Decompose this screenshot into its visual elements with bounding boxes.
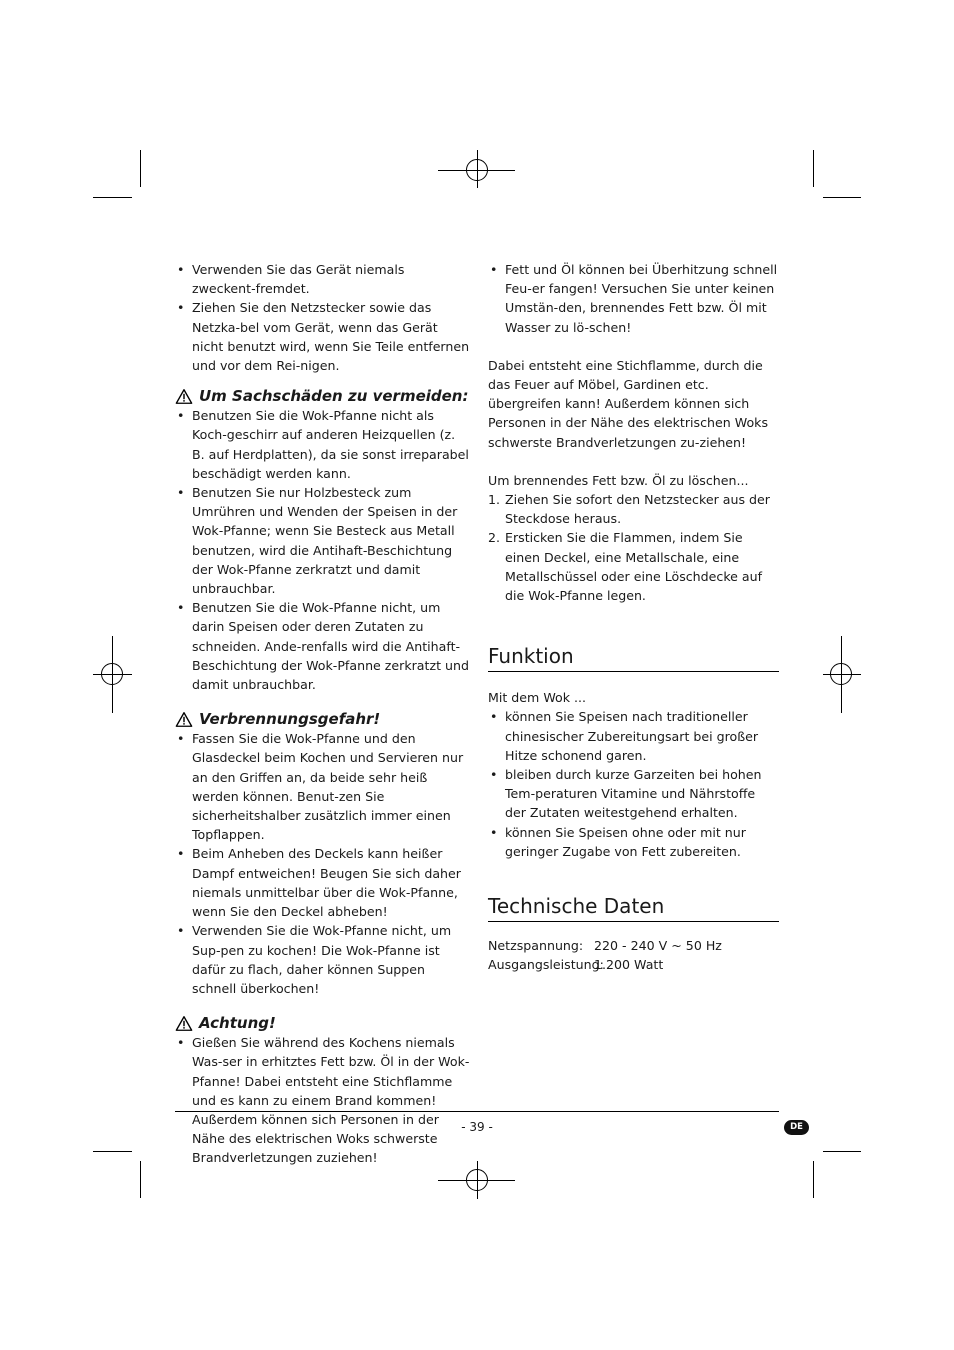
extinguish-intro: Um brennendes Fett bzw. Öl zu löschen...: [488, 472, 749, 488]
section-heading: [175, 386, 471, 406]
registration-circle: [101, 663, 123, 685]
list-item: • Gießen Sie während des Kochens niemals Was-ser in erhitztes Fett bzw. Öl in der Wok-Pfanne! Dabei entsteht eine Stichflamme und es kann zu einem Brand kommen! Außerdem können sich Personen in der Nähe des elektrischen Woks schwerste Brandverletzungen zuziehen!: [175, 1033, 471, 1167]
funktion-heading: Funktion: [488, 644, 779, 672]
section-bullet-list: [175, 1033, 471, 1167]
section-heading: [175, 1013, 471, 1033]
warning-icon: [175, 388, 193, 405]
right-column: [488, 260, 779, 974]
technische-daten-heading: Technische Daten: [488, 894, 779, 922]
section-title: Verbrennungsgefahr!: [199, 710, 381, 729]
list-item: • können Sie Speisen nach traditioneller chinesischer Zubereitungsart bei großer Hitze schonend garen.: [488, 707, 779, 765]
page-number: - 39 -: [461, 1120, 493, 1134]
language-badge: DE: [784, 1120, 809, 1135]
crop-mark: [140, 150, 141, 187]
crop-mark: [93, 197, 132, 198]
list-item: • Fassen Sie die Wok-Pfanne und den Glasdeckel beim Kochen und Servieren nur an den Griffen an, da beide sehr heiß werden können. Benut-zen Sie sicherheitshalber zusätzlich immer einen Topflappen.: [175, 729, 471, 844]
step-text: Ziehen Sie sofort den Netzstecker aus der Steckdose heraus.: [505, 492, 770, 527]
spec-value: 220 - 240 V ~ 50 Hz: [594, 938, 722, 954]
list-item: • bleiben durch kurze Garzeiten bei hohen Tem-peraturen Vitamine und Nährstoffe der Zutaten weitestgehend erhalten.: [488, 765, 779, 823]
list-item: • Beim Anheben des Deckels kann heißer Dampf entweichen! Beugen Sie sich daher niemals unmittelbar über die Wok-Pfanne, wenn Sie den Deckel abheben!: [175, 844, 471, 921]
section-bullet-list: [175, 729, 471, 998]
crop-mark: [813, 150, 814, 187]
list-item: • Benutzen Sie die Wok-Pfanne nicht als Koch-geschirr auf anderen Heizquellen (z. B. auf Herdplatten), da sie sonst irreparabel beschädigt werden kann.: [175, 406, 471, 483]
section-bullet-list: [175, 406, 471, 694]
list-item: • können Sie Speisen ohne oder mit nur geringer Zugabe von Fett zubereiten.: [488, 823, 779, 861]
registration-circle: [466, 1169, 488, 1191]
section-title: Achtung!: [199, 1014, 276, 1033]
crop-mark: [823, 1151, 861, 1152]
section-heading: [175, 709, 471, 729]
list-item: • Benutzen Sie nur Holzbesteck zum Umrühren und Wenden der Speisen in der Wok-Pfanne; wenn Sie Besteck aus Metall benutzen, wird die Antihaft-Beschichtung der Wok-Pfanne zerkratzt und damit unbrauchbar.: [175, 483, 471, 598]
funktion-bullet-list: [488, 707, 779, 861]
intro-bullet-list: [175, 260, 471, 375]
step-number: 2.: [488, 530, 501, 546]
top-bullet-list: [488, 260, 779, 337]
extinguish-steps: [488, 490, 779, 605]
crop-mark: [823, 197, 861, 198]
body-paragraph: Dabei entsteht eine Stichflamme, durch die das Feuer auf Möbel, Gardinen etc. übergreifen kann! Außerdem können sich Personen in der Nähe des elektrischen Woks schwerste Brandverletzungen zu-ziehen!: [488, 357, 769, 450]
warning-icon: [175, 1015, 193, 1032]
spec-value: 1.200 Watt: [594, 957, 664, 973]
warning-icon: [175, 711, 193, 728]
crop-mark: [93, 1151, 132, 1152]
list-item: [488, 490, 779, 528]
funktion-intro: Mit dem Wok ...: [488, 690, 587, 706]
registration-circle: [466, 159, 488, 181]
left-column: [175, 260, 471, 1168]
spec-label: Ausgangsleistung:: [488, 957, 604, 973]
step-text: Ersticken Sie die Flammen, indem Sie einen Deckel, eine Metallschale, eine Metallschüssel oder eine Löschdecke auf die Wok-Pfanne legen.: [505, 530, 763, 604]
list-item: • Benutzen Sie die Wok-Pfanne nicht, um darin Speisen oder deren Zutaten zu schneiden. Ande-renfalls wird die Antihaft-Beschichtung der Wok-Pfanne zerkratzt und damit unbrauchbar.: [175, 598, 471, 694]
footer-rule: [175, 1111, 779, 1112]
list-item: • Fett und Öl können bei Überhitzung schnell Feu-er fangen! Versuchen Sie unter keinen Umstän-den, brennendes Fett bzw. Öl mit Wasser zu lö-schen!: [488, 260, 779, 337]
registration-circle: [830, 663, 852, 685]
spec-label: Netzspannung:: [488, 938, 584, 954]
list-item: • Verwenden Sie das Gerät niemals zweckent-fremdet.: [175, 260, 471, 298]
list-item: • Ziehen Sie den Netzstecker sowie das Netzka-bel vom Gerät, wenn das Gerät nicht benutzt wird, wenn Sie Teile entfernen und vor dem Rei-nigen.: [175, 298, 471, 375]
list-item: [488, 528, 779, 605]
list-item: • Verwenden Sie die Wok-Pfanne nicht, um Sup-pen zu kochen! Die Wok-Pfanne ist dafür zu flach, daher können Suppen schnell überkochen!: [175, 921, 471, 998]
spec-table: [488, 936, 779, 974]
crop-mark: [140, 1161, 141, 1198]
crop-mark: [813, 1161, 814, 1198]
step-number: 1.: [488, 492, 501, 508]
section-title: Um Sachschäden zu vermeiden:: [199, 387, 469, 406]
